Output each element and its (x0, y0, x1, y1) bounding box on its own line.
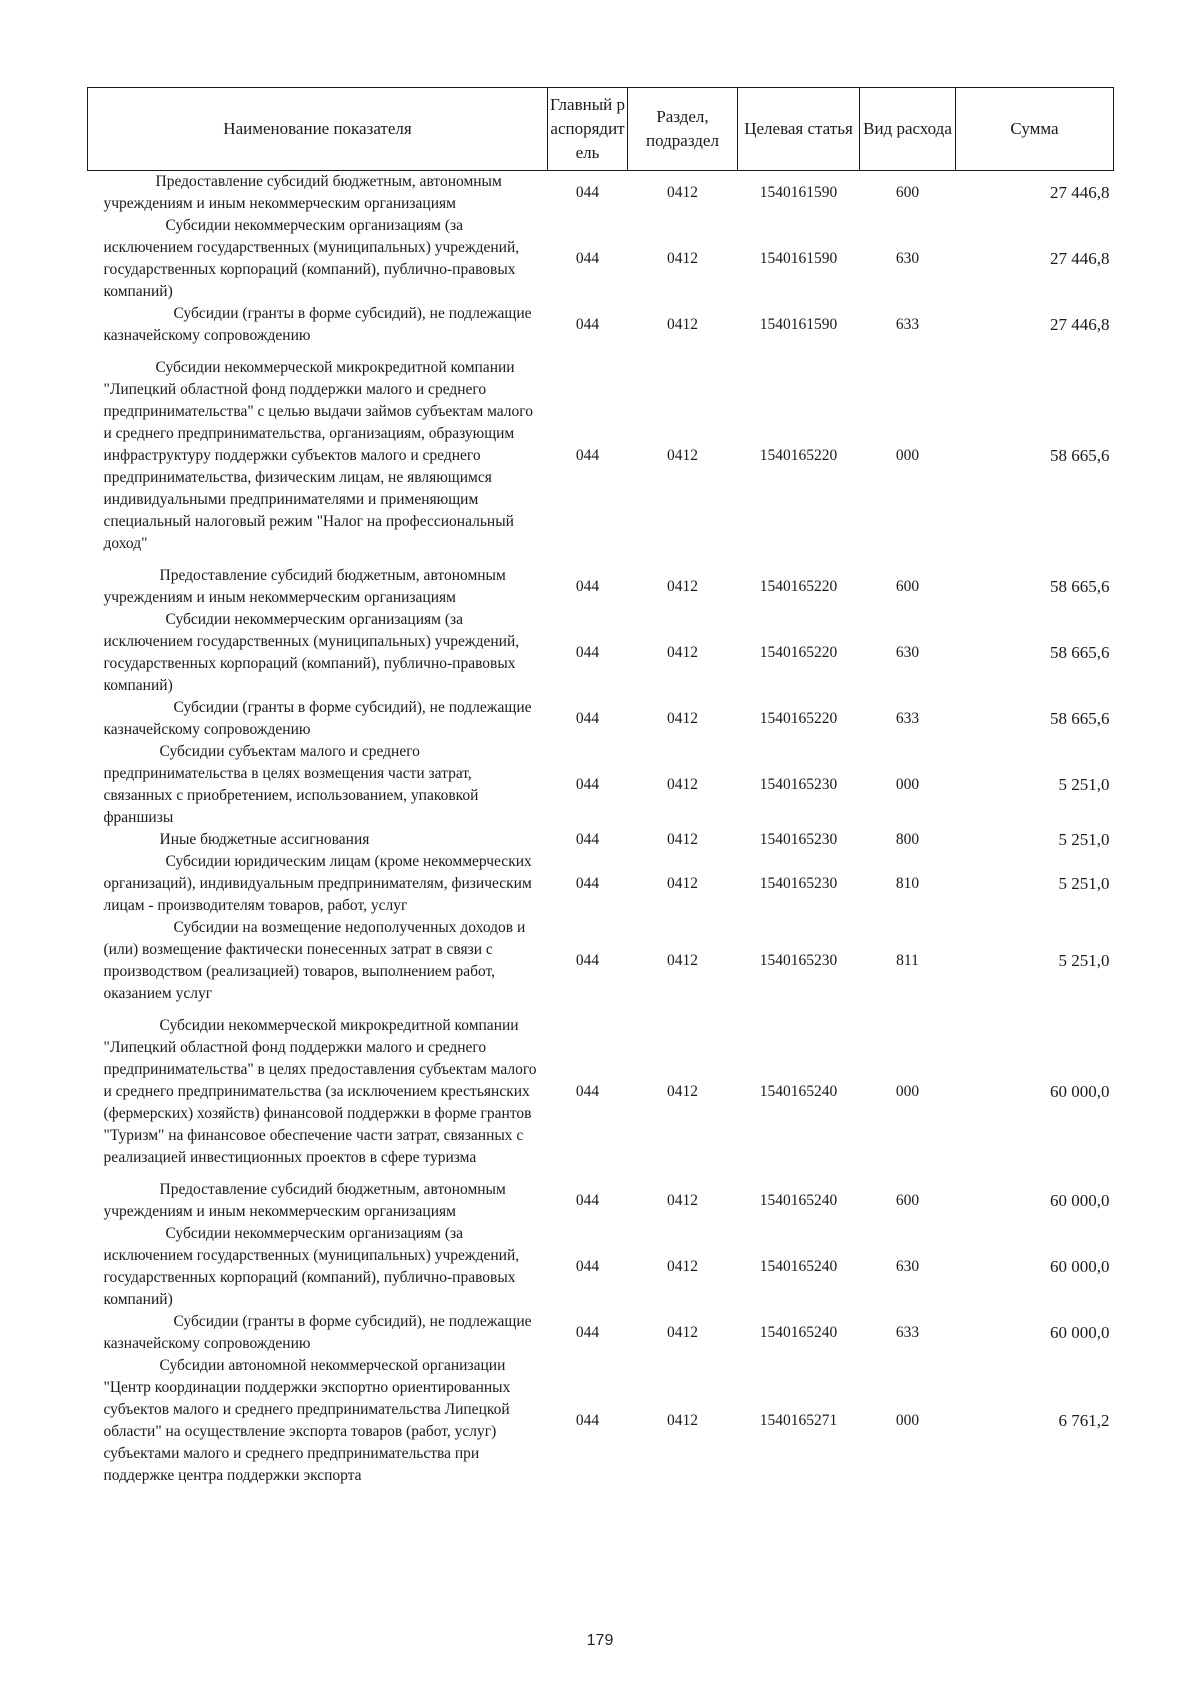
cell-section: 0412 (667, 447, 698, 464)
row-spacer (88, 347, 1114, 357)
cell-section: 0412 (667, 644, 698, 661)
cell-name: Субсидии некоммерческим организациям (за исключением государственных (муниципальных) учреждений, государственных корпораций (компаний), публично-правовых компаний) (103, 1225, 520, 1308)
table-row (88, 609, 1114, 697)
cell-section: 0412 (667, 1412, 698, 1429)
cell-expense-type: 000 (895, 776, 920, 793)
header-expense-type: Вид расхода (860, 88, 956, 171)
cell-main-manager: 044 (575, 250, 600, 267)
cell-section: 0412 (667, 184, 698, 201)
table-row (88, 1179, 1114, 1223)
header-sum: Сумма (956, 88, 1114, 171)
row-spacer (88, 1005, 1114, 1015)
row-spacer (88, 555, 1114, 565)
cell-expense-type: 600 (895, 1192, 920, 1209)
cell-main-manager: 044 (575, 316, 600, 333)
cell-sum: 5 251,0 (1058, 830, 1110, 849)
cell-expense-type: 811 (896, 952, 919, 969)
cell-section: 0412 (667, 831, 698, 848)
cell-main-manager: 044 (575, 1324, 600, 1341)
table-row (88, 741, 1114, 829)
cell-section: 0412 (667, 1083, 698, 1100)
cell-sum: 5 251,0 (1058, 951, 1110, 970)
cell-section: 0412 (667, 710, 698, 727)
table-row (88, 357, 1114, 555)
cell-section: 0412 (667, 250, 698, 267)
cell-expense-type: 810 (895, 875, 920, 892)
cell-expense-type: 800 (895, 831, 920, 848)
cell-target-article: 1540165240 (759, 1083, 838, 1100)
cell-sum: 60 000,0 (1050, 1257, 1110, 1276)
cell-sum: 60 000,0 (1050, 1191, 1110, 1210)
cell-sum: 58 665,6 (1050, 643, 1110, 662)
cell-main-manager: 044 (575, 1192, 600, 1209)
cell-expense-type: 633 (895, 710, 920, 727)
cell-expense-type: 633 (895, 1324, 920, 1341)
cell-expense-type: 630 (895, 1258, 920, 1275)
cell-sum: 60 000,0 (1050, 1082, 1110, 1101)
cell-expense-type: 630 (895, 644, 920, 661)
cell-target-article: 1540161590 (759, 250, 838, 267)
cell-target-article: 1540165220 (759, 578, 838, 595)
cell-name: Иные бюджетные ассигнования (159, 831, 370, 848)
cell-sum: 27 446,8 (1050, 249, 1110, 268)
cell-sum: 5 251,0 (1058, 874, 1110, 893)
cell-main-manager: 044 (575, 831, 600, 848)
table-row (88, 697, 1114, 741)
cell-target-article: 1540165230 (759, 776, 838, 793)
row-spacer (88, 1169, 1114, 1179)
table-row (88, 171, 1114, 216)
cell-target-article: 1540165230 (759, 875, 838, 892)
cell-expense-type: 600 (895, 578, 920, 595)
cell-name: Субсидии (гранты в форме субсидий), не подлежащие казначейскому сопровождению (103, 699, 532, 738)
cell-name: Субсидии некоммерческой микрокредитной компании "Липецкий областной фонд поддержки малого и среднего предпринимательства" с целью выдачи займов субъектам малого и среднего предпринимательства, организациям, образующим инфраструктуру поддержки субъектов малого и среднего предпринимательства, физическим лицам, не являющимся индивидуальными предпринимателями и применяющим специальный налоговый режим "Налог на профессиональный доход" (103, 359, 533, 552)
cell-main-manager: 044 (575, 578, 600, 595)
cell-name: Субсидии некоммерческой микрокредитной компании "Липецкий областной фонд поддержки малого и среднего предпринимательства" в целях предоставления субъектам малого и среднего предпринимательства (за исключением крестьянских (фермерских) хозяйств) финансовой поддержки в форме грантов "Туризм" на финансовое обеспечение части затрат, связанных с реализацией инвестиционных проектов в сфере туризма (103, 1017, 537, 1166)
budget-table (87, 87, 1114, 1487)
cell-section: 0412 (667, 316, 698, 333)
cell-name: Субсидии некоммерческим организациям (за исключением государственных (муниципальных) учреждений, государственных корпораций (компаний), публично-правовых компаний) (103, 217, 520, 300)
cell-target-article: 1540165220 (759, 644, 838, 661)
header-target-article: Целевая статья (738, 88, 860, 171)
table-row (88, 303, 1114, 347)
table-body (88, 171, 1114, 1488)
cell-main-manager: 044 (575, 710, 600, 727)
cell-section: 0412 (667, 875, 698, 892)
header-main-manager: Главный распорядитель (548, 88, 628, 171)
cell-target-article: 1540165220 (759, 447, 838, 464)
cell-expense-type: 000 (895, 1083, 920, 1100)
cell-target-article: 1540161590 (759, 184, 838, 201)
page-number: 179 (586, 1632, 614, 1649)
cell-name: Субсидии автономной некоммерческой организации "Центр координации поддержки экспортно ориентированных субъектов малого и среднего предпринимательства Липецкой области" на осуществление экспорта товаров (работ, услуг) субъектами малого и среднего предпринимательства при поддержке центра поддержки экспорта (103, 1357, 511, 1484)
cell-name: Субсидии некоммерческим организациям (за исключением государственных (муниципальных) учреждений, государственных корпораций (компаний), публично-правовых компаний) (103, 611, 520, 694)
cell-sum: 58 665,6 (1050, 446, 1110, 465)
cell-target-article: 1540165220 (759, 710, 838, 727)
cell-target-article: 1540165240 (759, 1192, 838, 1209)
cell-main-manager: 044 (575, 1083, 600, 1100)
cell-name: Субсидии юридическим лицам (кроме некоммерческих организаций), индивидуальным предпринимателям, физическим лицам - производителям товаров, работ, услуг (103, 853, 532, 914)
cell-target-article: 1540165240 (759, 1324, 838, 1341)
cell-sum: 5 251,0 (1058, 775, 1110, 794)
row-spacer-cell (88, 1169, 1114, 1179)
cell-section: 0412 (667, 578, 698, 595)
cell-section: 0412 (667, 1324, 698, 1341)
table-row (88, 1223, 1114, 1311)
cell-section: 0412 (667, 1192, 698, 1209)
cell-section: 0412 (667, 1258, 698, 1275)
row-spacer-cell (88, 347, 1114, 357)
cell-main-manager: 044 (575, 644, 600, 661)
table-row (88, 851, 1114, 917)
cell-name: Субсидии (гранты в форме субсидий), не подлежащие казначейскому сопровождению (103, 1313, 532, 1352)
cell-sum: 58 665,6 (1050, 577, 1110, 596)
cell-name: Субсидии субъектам малого и среднего предпринимательства в целях возмещения части затрат, связанных с приобретением, использованием, упаковкой франшизы (103, 743, 479, 826)
cell-name: Предоставление субсидий бюджетным, автономным учреждениям и иным некоммерческим организациям (103, 1181, 506, 1220)
cell-main-manager: 044 (575, 776, 600, 793)
cell-main-manager: 044 (575, 875, 600, 892)
cell-target-article: 1540165230 (759, 952, 838, 969)
cell-main-manager: 044 (575, 952, 600, 969)
header-name: Наименование показателя (88, 88, 548, 171)
cell-target-article: 1540165240 (759, 1258, 838, 1275)
cell-main-manager: 044 (575, 1412, 600, 1429)
cell-name: Субсидии на возмещение недополученных доходов и (или) возмещение фактически понесенных затрат в связи с производством (реализацией) товаров, выполнением работ, оказанием услуг (103, 919, 526, 1002)
cell-sum: 27 446,8 (1050, 183, 1110, 202)
cell-expense-type: 000 (895, 447, 920, 464)
row-spacer-cell (88, 1005, 1114, 1015)
cell-sum: 6 761,2 (1058, 1411, 1110, 1430)
cell-sum: 60 000,0 (1050, 1323, 1110, 1342)
cell-sum: 58 665,6 (1050, 709, 1110, 728)
cell-name: Предоставление субсидий бюджетным, автономным учреждениям и иным некоммерческим организациям (103, 173, 502, 212)
cell-main-manager: 044 (575, 184, 600, 201)
table-row (88, 1355, 1114, 1487)
cell-section: 0412 (667, 952, 698, 969)
cell-target-article: 1540161590 (759, 316, 838, 333)
table-row (88, 1015, 1114, 1169)
cell-expense-type: 600 (895, 184, 920, 201)
cell-main-manager: 044 (575, 1258, 600, 1275)
cell-name: Предоставление субсидий бюджетным, автономным учреждениям и иным некоммерческим организациям (103, 567, 506, 606)
cell-expense-type: 633 (895, 316, 920, 333)
table-row (88, 1311, 1114, 1355)
table-row (88, 917, 1114, 1005)
cell-expense-type: 630 (895, 250, 920, 267)
header-section: Раздел, подраздел (628, 88, 738, 171)
cell-name: Субсидии (гранты в форме субсидий), не подлежащие казначейскому сопровождению (103, 305, 532, 344)
table-row (88, 829, 1114, 851)
table-header (88, 88, 1114, 171)
cell-target-article: 1540165271 (759, 1412, 838, 1429)
row-spacer-cell (88, 555, 1114, 565)
cell-main-manager: 044 (575, 447, 600, 464)
table-row (88, 215, 1114, 303)
cell-expense-type: 000 (895, 1412, 920, 1429)
table-row (88, 565, 1114, 609)
cell-target-article: 1540165230 (759, 831, 838, 848)
cell-sum: 27 446,8 (1050, 315, 1110, 334)
cell-section: 0412 (667, 776, 698, 793)
